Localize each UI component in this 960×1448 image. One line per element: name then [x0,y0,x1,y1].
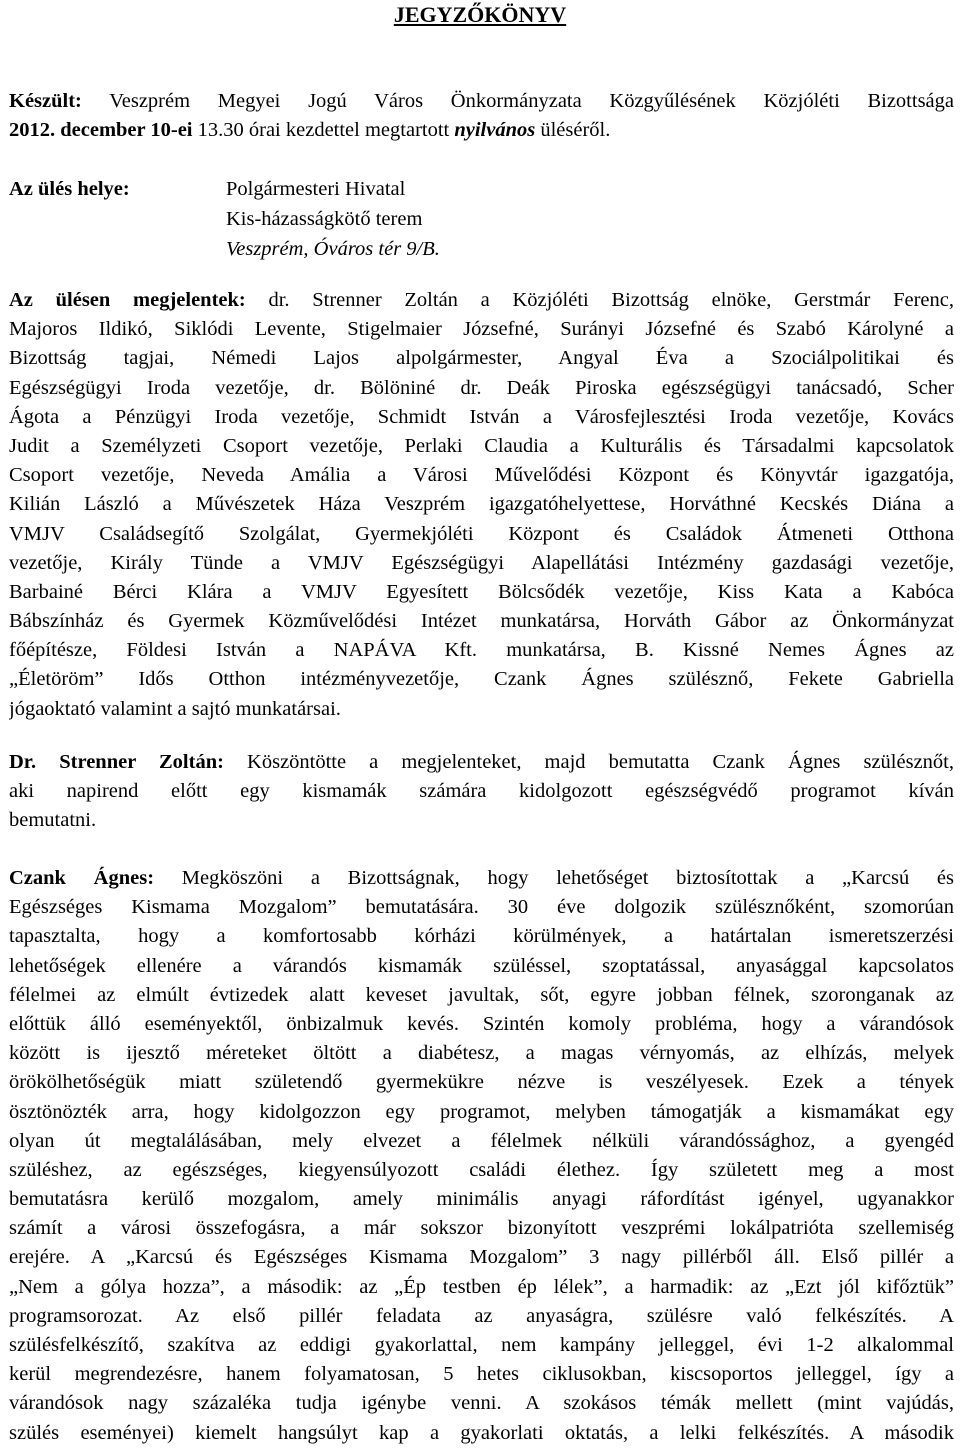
place-line: Kis-házasságkötő terem [226,208,423,230]
speech-paragraph-1 [9,748,954,836]
attendee-line: Bizottság tagjai, Némedi Lajos alpolgármester, Angyal Éva a Szociálpolitikai és [9,347,954,370]
attendee-line: vezetője, Király Tünde a VMJV Egészségügyi Alapellátási Intézmény gazdasági vezetője, [9,551,954,574]
speech-line: Köszöntötte a megjelenteket, majd bemutatta Czank Ágnes szülésznőt, [247,751,954,773]
speech-line: szüléshez, az egészséges, kiegyensúlyozott családi élethez. Így született meg a most [9,1158,954,1181]
place-lines [226,174,440,264]
attendees-label: Az ülésen megjelentek: [9,289,246,311]
attendee-line: VMJV Családsegítő Szolgálat, Gyermekjóléti Központ és Családok Átmeneti Otthona [9,522,954,545]
speech-line: félelmei az elmúlt évtizedek alatt keveset javultak, sőt, egyre jobban félnek, szoronganak az [9,983,954,1006]
attendee-line: Bábszínház és Gyermek Közművelődési Intézet munkatársa, Horváth Gábor az Önkormányzat [9,610,954,633]
speech-line: szülésfelkészítő, szakítva az eddigi gyakorlattal, nem kampány jelleggel, évi 1-2 alkalommal [9,1334,954,1356]
intro-date: 2012. december 10-ei [9,119,193,142]
place-label: Az ülés helye: [9,178,130,200]
speech-line: örökölhetőségük miatt születendő gyermekükre nézve is veszélyesek. Ezek a tények [9,1071,954,1094]
speech-line: „Nem a gólya hozza”, a második: az „Ép testben ép lélek”, a harmadik: az „Ezt jól kifőztük” [9,1275,954,1298]
speech-line: erejére. A „Karcsú és Egészséges Kismama Mozgalom” 3 nagy pillérből áll. Első pillér a [9,1246,954,1269]
speaker-name: Czank Ágnes: [9,867,155,889]
speech-line: Megköszöni a Bizottságnak, hogy lehetőséget biztosítottak a „Karcsú és [181,867,954,889]
attendee-line: Egészségügyi Iroda vezetője, dr. Bölöniné dr. Deák Piroska egészségügyi tanácsadó, Scher [9,376,954,399]
attendee-line: jógaoktató valamint a sajtó munkatársai. [9,697,341,720]
speech-paragraph-2 [9,864,954,1448]
attendee-line: Ágota a Pénzügyi Iroda vezetője, Schmidt István a Városfejlesztési Iroda vezetője, Kovács [9,405,954,428]
attendee-line: dr. Strenner Zoltán a Közjóléti Bizottság elnöke, Gerstmár Ferenc, [268,289,954,311]
speech-line: ösztönözték arra, hogy kidolgozzon egy programot, melyben támogatják a kismamákat egy [9,1100,954,1123]
attendee-line: Kilián László a Művészetek Háza Veszprém igazgatóhelyettese, Horváthné Kecskés Diána a [9,493,954,516]
speaker-name: Dr. Strenner Zoltán: [9,751,224,773]
speech-line: szülés eseményei) kiemelt hangsúlyt kap a gyakorlati oktatás, a lelki felkészítés. A második [9,1421,954,1444]
attendees-paragraph [9,286,954,724]
speech-line: Egészséges Kismama Mozgalom” bemutatására. 30 éve dolgozik szülésznőként, szomorúan [9,896,954,919]
attendee-line: Csoport vezetője, Neveda Amália a Városi Művelődési Központ és Könyvtár igazgatója, [9,464,954,487]
place-line: Veszprém, Óváros tér 9/B. [226,238,440,260]
speech-line: bemutatásra kerülő mozgalom, amely minimális anyagi ráfordítást igényel, ugyanakkor [9,1188,954,1211]
attendee-line: „Életöröm” Idős Otthon intézményvezetője, Czank Ágnes szülésznő, Fekete Gabriella [9,668,954,691]
speech-line: bemutatni. [9,809,97,832]
attendee-line: főépítésze, Földesi István a NAPÁVA Kft. munkatársa, B. Kissné Nemes Ágnes az [9,639,954,662]
intro-paragraph [9,87,954,145]
speech-line: aki napirend előtt egy kismamák számára kidolgozott egészségvédő programot kíván [9,780,954,803]
intro-text-1: Veszprém Megyei Jogú Város Önkormányzata Közgyűlésének Közjóléti Bizottsága [109,90,954,112]
speech-line: előttük álló eseményektől, önbizalmuk kevés. Szintén komoly probléma, hogy a várandósok [9,1012,954,1035]
attendee-line: Judit a Személyzeti Csoport vezetője, Perlaki Claudia a Kulturális és Társadalmi kapcsolatok [9,434,954,457]
intro-text-2: 13.30 órai kezdettel megtartott [197,119,450,142]
speech-line: kerül megrendezésre, hanem folyamatosan, 5 hetes ciklusokban, kiscsoportos jelleggel, így a [9,1363,954,1386]
document-title: JEGYZŐKÖNYV [393,2,567,27]
attendee-line: Majoros Ildikó, Siklódi Levente, Stigelmaier Józsefné, Surányi Józsefné és Szabó Károlyné a [9,318,954,341]
intro-public: nyilvános [454,119,536,142]
speech-line: várandósok nagy százaléka tudja igénybe venni. A szokásos témák mellett (mint vajúdás, [9,1392,954,1415]
speech-line: számít a városi összefogásra, a már sokszor bizonyított veszprémi lokálpatrióta szellemiség [9,1217,954,1240]
attendee-line: Barbainé Bérci Klára a VMJV Egyesített Bölcsődék vezetője, Kiss Kata a Kabóca [9,580,954,603]
speech-line: között is ijesztő méreteket öltött a diabétesz, a magas vérnyomás, az elhízás, melyek [9,1042,954,1065]
speech-line: tapasztalta, hogy a komfortosabb kórházi körülmények, a határtalan ismeretszerzési [9,925,954,948]
speech-line: olyan út megtalálásában, mely elvezet a félelmek nélküli várandóssághoz, a gyengéd [9,1129,954,1152]
speech-line: programsorozat. Az első pillér feladata az anyaságra, szülésre való felkészítés. A [9,1304,954,1327]
place-line: Polgármesteri Hivatal [226,178,406,200]
intro-text-3: üléséről. [540,119,611,142]
speech-line: lehetőségek ellenére a várandós kismamák szüléssel, szoptatással, anyasággal kapcsolatos [9,954,954,977]
intro-label: Készült: [9,90,82,112]
